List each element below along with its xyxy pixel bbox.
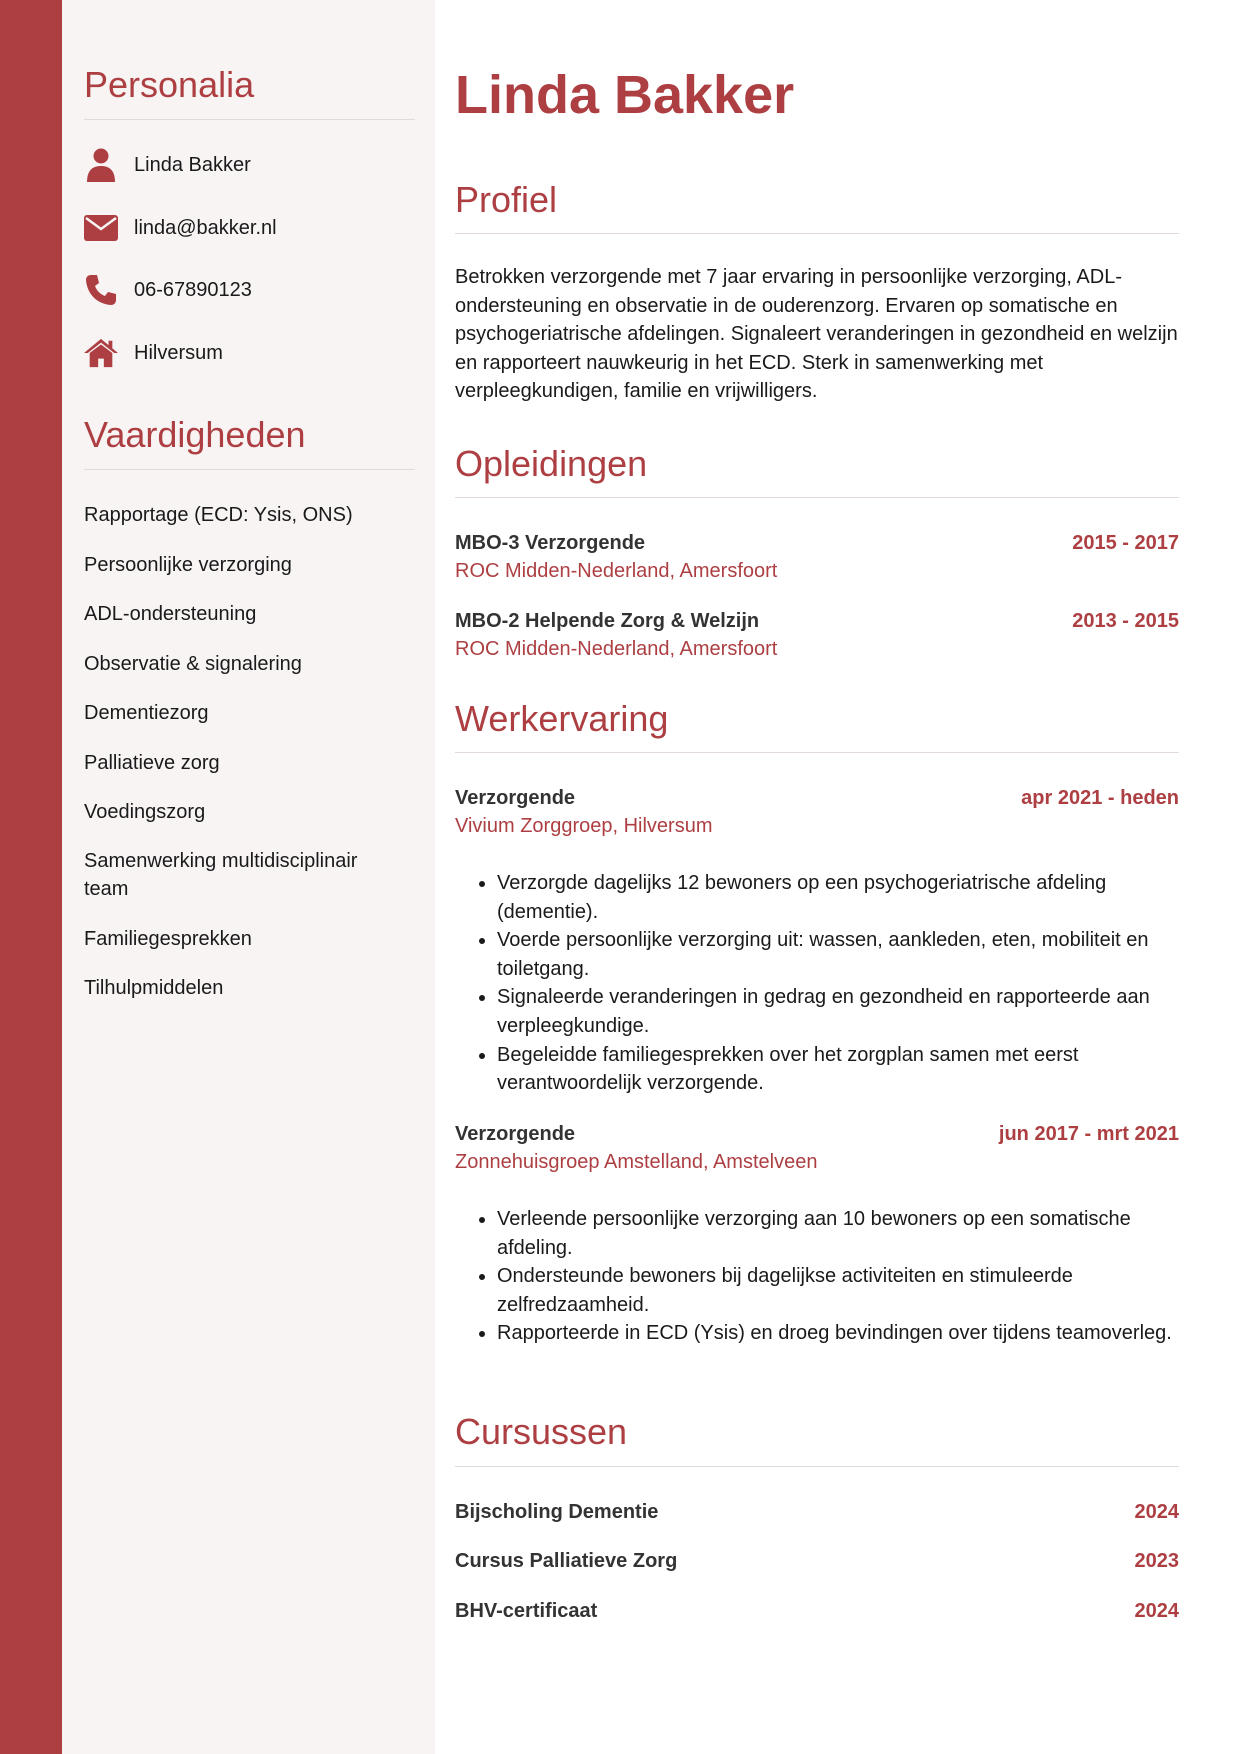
skills-divider xyxy=(84,469,415,470)
skill-item: Persoonlijke verzorging xyxy=(84,554,292,576)
education-title: MBO-3 Verzorgende xyxy=(455,532,646,554)
course-year: 2024 xyxy=(1134,1600,1179,1622)
contact-location: Hilversum xyxy=(84,333,223,373)
skill-item: Palliatieve zorg xyxy=(84,752,220,774)
skill-item: ADL-ondersteuning xyxy=(84,603,257,625)
contact-email: linda@bakker.nl xyxy=(84,208,277,248)
education-title: MBO-2 Helpende Zorg & Welzijn xyxy=(455,610,760,632)
user-icon xyxy=(84,148,118,182)
profile-text: Betrokken verzorgende met 7 jaar ervaring in persoonlijke verzorging, ADL-ondersteuning en observatie in de ouderenzorg. Ervaren op somatische en psychogeriatrische afdelingen. Signaleert veranderingen in gezondheid en welzijn en rapporteert nauwkeurig in het ECD. Sterk in samenwerking met verpleegkundigen, familie en vrijwilligers. xyxy=(455,266,1178,403)
skill-item: Voedingszorg xyxy=(84,801,206,823)
accent-bar xyxy=(0,0,62,1754)
job-title: Verzorgende xyxy=(455,1123,576,1145)
skill-item: Dementiezorg xyxy=(84,702,209,724)
skill-item: Observatie & signalering xyxy=(84,653,302,675)
course-title: BHV-certificaat xyxy=(455,1600,598,1622)
courses-heading: Cursussen xyxy=(455,1411,628,1452)
skill-item: Familiegesprekken xyxy=(84,928,252,950)
experience-heading: Werkervaring xyxy=(455,698,669,739)
job-bullet: • Voerde persoonlijke verzorging uit: wassen, aankleden, eten, mobiliteit en toiletgang. xyxy=(497,926,1179,983)
education-entry xyxy=(455,610,1179,661)
skills-heading: Vaardigheden xyxy=(84,414,306,455)
experience-entry xyxy=(455,1123,1179,1174)
profile-divider xyxy=(455,233,1179,234)
job-bullet: • Verleende persoonlijke verzorging aan 10 bewoners op een somatische afdeling. xyxy=(497,1205,1179,1262)
experience-divider xyxy=(455,752,1179,753)
education-date: 2013 - 2015 xyxy=(1072,610,1179,632)
skill-item: Samenwerking multidisciplinair team xyxy=(84,850,358,900)
job-date: apr 2021 - heden xyxy=(1021,787,1179,809)
course-title: Bijscholing Dementie xyxy=(455,1501,659,1523)
job-bullet: • Ondersteunde bewoners bij dagelijkse activiteiten en stimuleerde zelfredzaamheid. xyxy=(497,1262,1179,1319)
job-employer: Vivium Zorggroep, Hilversum xyxy=(455,815,713,837)
job-date: jun 2017 - mrt 2021 xyxy=(998,1123,1179,1145)
job-title: Verzorgende xyxy=(455,787,576,809)
education-date: 2015 - 2017 xyxy=(1072,532,1179,554)
skill-item: Rapportage (ECD: Ysis, ONS) xyxy=(84,504,353,526)
job-bullet: • Begeleidde familiegesprekken over het zorgplan samen met eerst verantwoordelijk verzorgende. xyxy=(497,1041,1179,1098)
personalia-heading: Personalia xyxy=(84,64,255,105)
course-entry xyxy=(455,1550,1179,1573)
courses-divider xyxy=(455,1466,1179,1467)
contact-name: Linda Bakker xyxy=(84,145,251,185)
education-institution: ROC Midden-Nederland, Amersfoort xyxy=(455,638,778,660)
education-institution: ROC Midden-Nederland, Amersfoort xyxy=(455,560,778,582)
education-heading: Opleidingen xyxy=(455,443,648,484)
job-bullet: • Rapporteerde in ECD (Ysis) en droeg bevindingen over tijdens teamoverleg. xyxy=(497,1319,1179,1348)
course-year: 2024 xyxy=(1134,1501,1179,1523)
contact-phone: 06-67890123 xyxy=(84,270,252,310)
education-divider xyxy=(455,497,1179,498)
education-entry xyxy=(455,532,1179,583)
job-bullets xyxy=(455,1205,1179,1348)
phone-icon xyxy=(84,273,118,307)
skill-item: Tilhulpmiddelen xyxy=(84,977,224,999)
sidebar xyxy=(62,0,435,1754)
course-title: Cursus Palliatieve Zorg xyxy=(455,1550,678,1572)
personalia-divider xyxy=(84,119,415,120)
experience-entry xyxy=(455,787,1179,838)
job-bullet: • Verzorgde dagelijks 12 bewoners op een psychogeriatrische afdeling (dementie). xyxy=(497,869,1179,926)
candidate-name: Linda Bakker xyxy=(455,65,795,125)
envelope-icon xyxy=(84,211,118,245)
job-bullet: • Signaleerde veranderingen in gedrag en gezondheid en rapporteerde aan verpleegkundige. xyxy=(497,983,1179,1040)
course-entry xyxy=(455,1501,1179,1524)
home-icon xyxy=(84,336,118,370)
job-employer: Zonnehuisgroep Amstelland, Amstelveen xyxy=(455,1151,818,1173)
profile-heading: Profiel xyxy=(455,179,558,220)
course-year: 2023 xyxy=(1134,1550,1179,1572)
course-entry xyxy=(455,1600,1179,1623)
job-bullets xyxy=(455,869,1179,1098)
